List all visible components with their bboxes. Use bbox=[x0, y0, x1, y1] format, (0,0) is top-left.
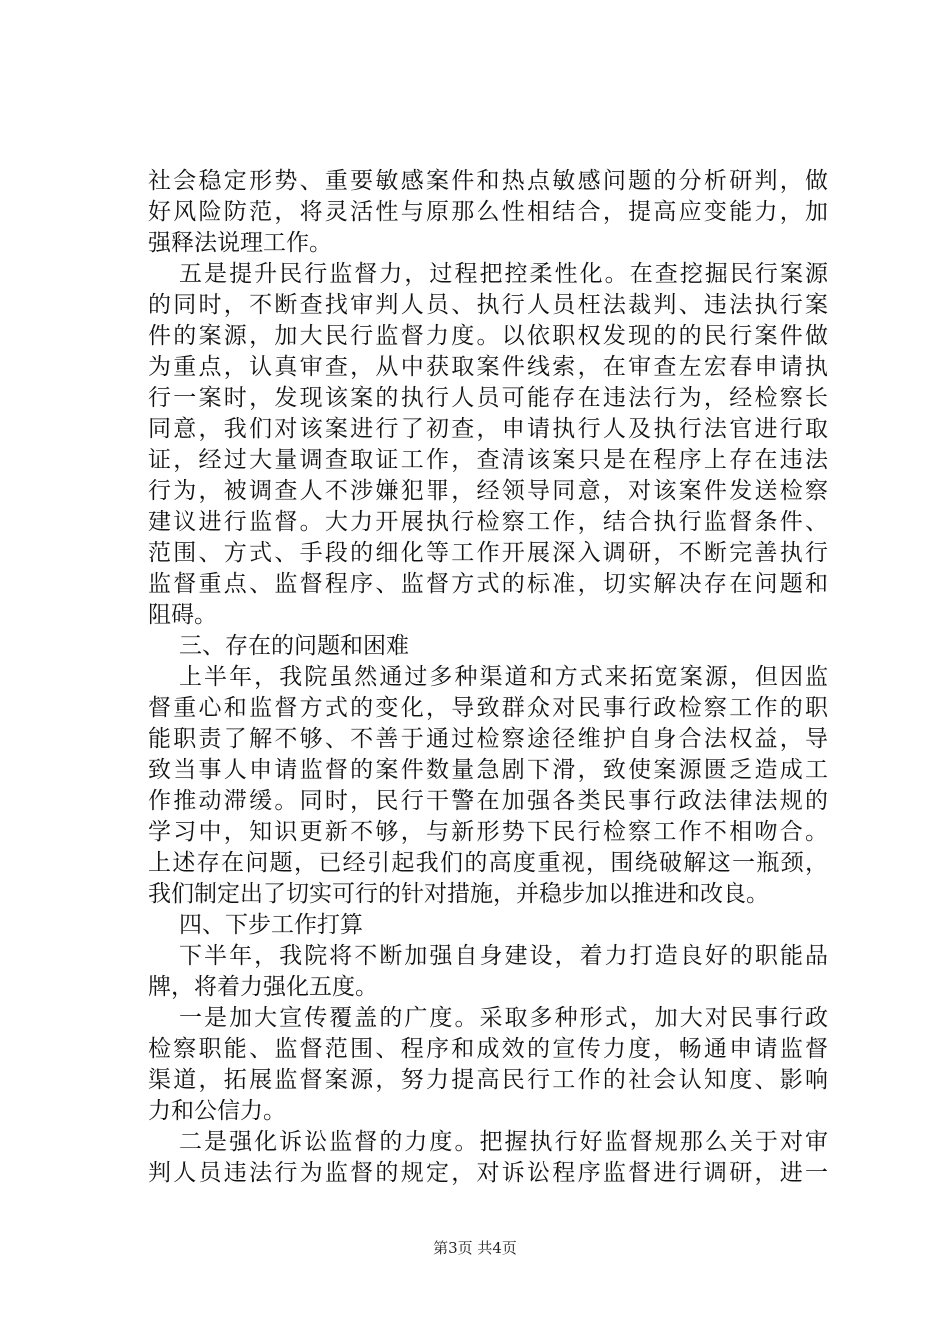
text-line: 学习中，知识更新不够，与新形势下民行检察工作不相吻合。 bbox=[148, 819, 828, 845]
text-line: 力和公信力。 bbox=[148, 1098, 286, 1124]
paragraph-start-line: 五是提升民行监督力，过程把控柔性化。在查挖掘民行案源 bbox=[179, 261, 828, 287]
text-line: 件的案源，加大民行监督力度。以依职权发现的的民行案件做 bbox=[148, 323, 828, 349]
document-body bbox=[148, 166, 828, 1189]
paragraph-start-line: 一是加大宣传覆盖的广度。采取多种形式，加大对民事行政 bbox=[179, 1005, 828, 1031]
paragraph-start-line: 上半年，我院虽然通过多种渠道和方式来拓宽案源，但因监 bbox=[179, 664, 828, 690]
text-line: 社会稳定形势、重要敏感案件和热点敏感问题的分析研判，做 bbox=[148, 168, 828, 194]
text-line: 检察职能、监督范围、程序和成效的宣传力度，畅通申请监督 bbox=[148, 1036, 828, 1062]
text-line: 能职责了解不够、不善于通过检察途径维护自身合法权益，导 bbox=[148, 726, 828, 752]
text-line: 同意，我们对该案进行了初查，申请执行人及执行法官进行取 bbox=[148, 416, 828, 442]
text-line: 渠道，拓展监督案源，努力提高民行工作的社会认知度、影响 bbox=[148, 1067, 828, 1093]
text-line: 监督重点、监督程序、监督方式的标准，切实解决存在问题和 bbox=[148, 571, 828, 597]
text-line: 证，经过大量调查取证工作，查清该案只是在程序上存在违法 bbox=[148, 447, 828, 473]
text-line: 范围、方式、手段的细化等工作开展深入调研，不断完善执行 bbox=[148, 540, 828, 566]
section-heading: 四、下步工作打算 bbox=[179, 912, 363, 938]
text-line: 强释法说理工作。 bbox=[148, 230, 332, 256]
text-line: 好风险防范，将灵活性与原那么性相结合，提高应变能力，加 bbox=[148, 199, 828, 225]
paragraph-start-line: 二是强化诉讼监督的力度。把握执行好监督规那么关于对审 bbox=[179, 1129, 828, 1155]
text-line: 行一案时，发现该案的执行人员可能存在违法行为，经检察长 bbox=[148, 385, 828, 411]
text-line: 致当事人申请监督的案件数量急剧下滑，致使案源匮乏造成工 bbox=[148, 757, 828, 783]
text-line: 的同时，不断查找审判人员、执行人员枉法裁判、违法执行案 bbox=[148, 292, 828, 318]
text-line: 作推动滞缓。同时，民行干警在加强各类民事行政法律法规的 bbox=[148, 788, 828, 814]
text-line: 督重心和监督方式的变化，导致群众对民事行政检察工作的职 bbox=[148, 695, 828, 721]
text-line: 为重点，认真审查，从中获取案件线索，在审查左宏春申请执 bbox=[148, 354, 828, 380]
text-line: 牌，将着力强化五度。 bbox=[148, 974, 378, 1000]
section-heading: 三、存在的问题和困难 bbox=[179, 633, 409, 659]
page-number-footer: 第3页 共4页 bbox=[433, 1239, 517, 1257]
text-line: 判人员违法行为监督的规定，对诉讼程序监督进行调研，进一 bbox=[148, 1160, 828, 1186]
text-line: 行为，被调查人不涉嫌犯罪，经领导同意，对该案件发送检察 bbox=[148, 478, 828, 504]
text-line: 建议进行监督。大力开展执行检察工作，结合执行监督条件、 bbox=[148, 509, 828, 535]
text-line: 阻碍。 bbox=[148, 602, 217, 628]
paragraph-start-line: 下半年，我院将不断加强自身建设，着力打造良好的职能品 bbox=[179, 943, 828, 969]
text-line: 上述存在问题，已经引起我们的高度重视，围绕破解这一瓶颈， bbox=[148, 850, 828, 876]
text-line: 我们制定出了切实可行的针对措施，并稳步加以推进和改良。 bbox=[148, 881, 769, 907]
